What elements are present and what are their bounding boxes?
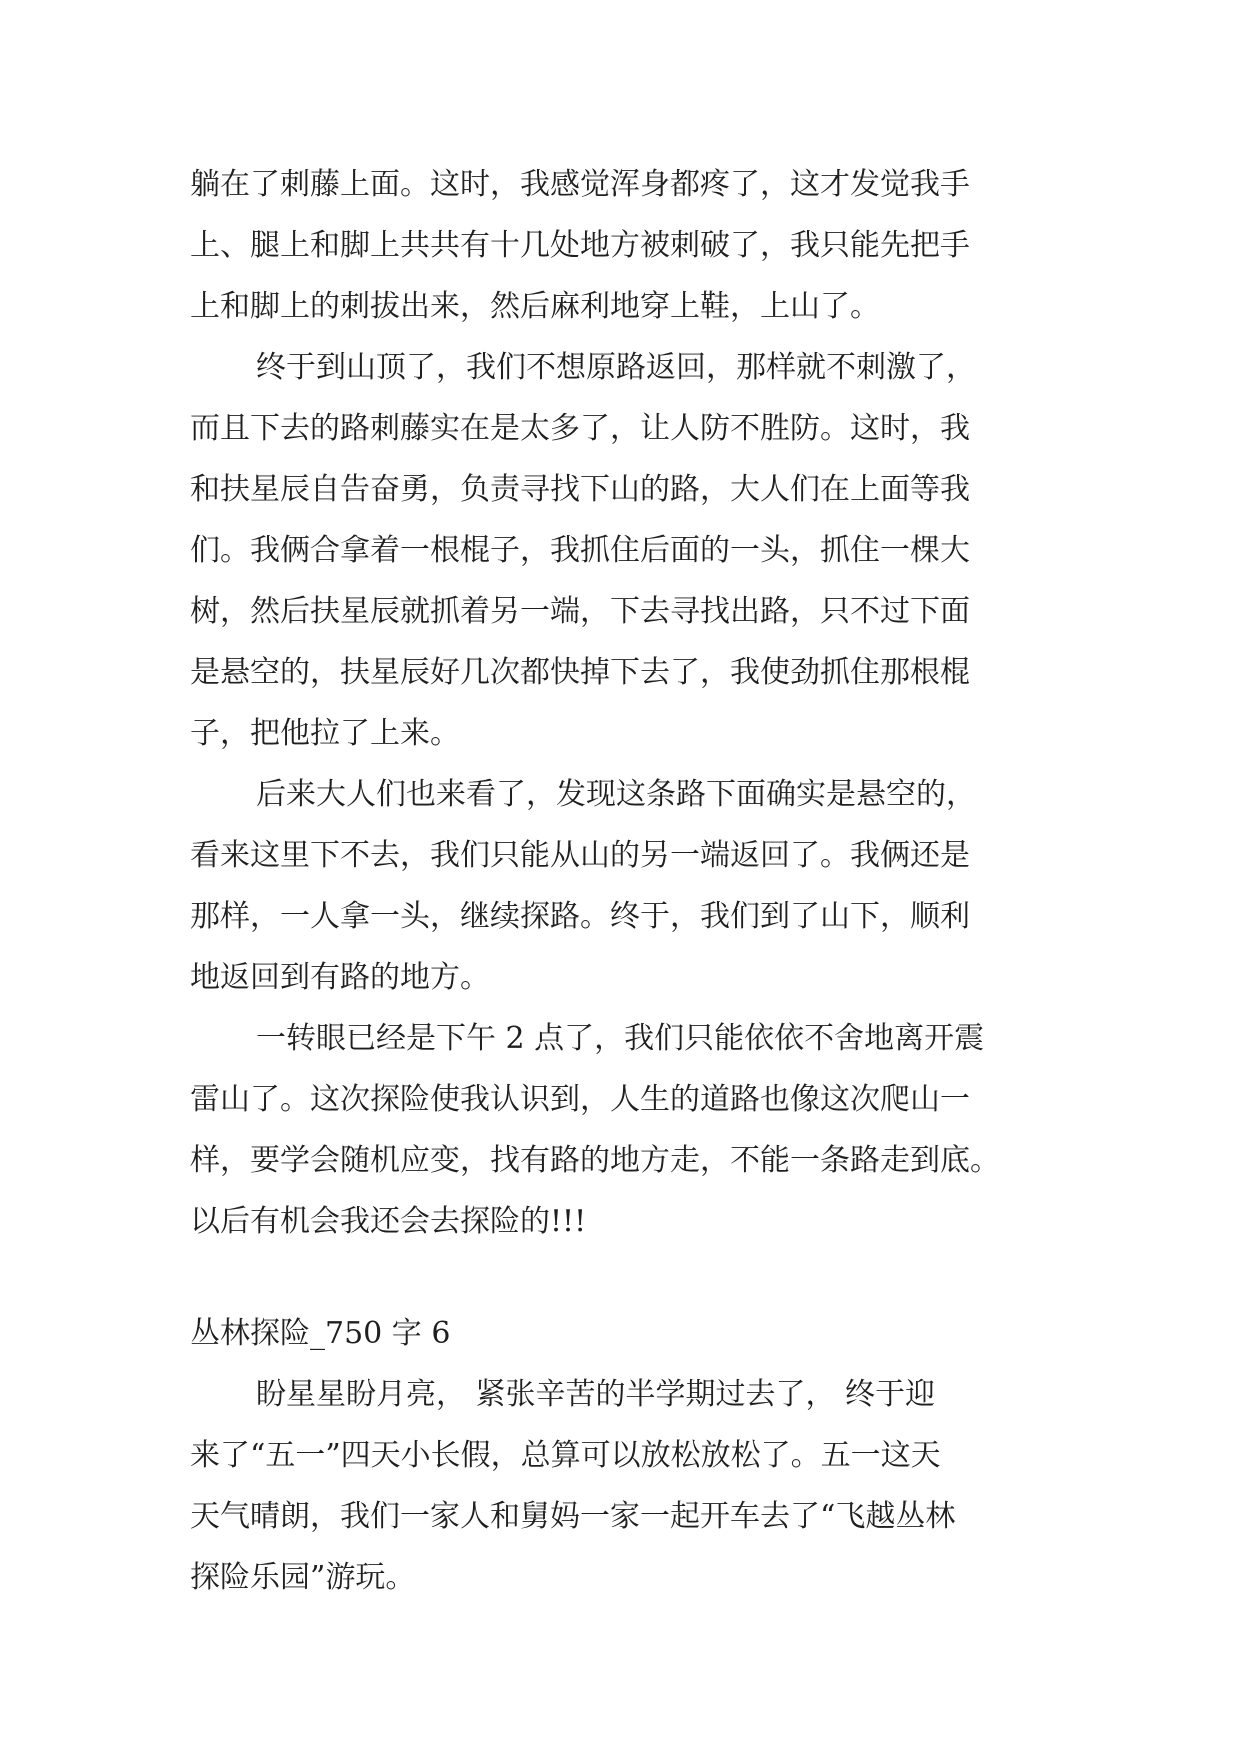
paragraph-4-line-3: 样，要学会随机应变，找有路的地方走，不能一条路走到底。 <box>190 1143 1000 1178</box>
section-paragraph-line-2: 来了“五一”四天小长假，总算可以放松放松了。五一这天 <box>190 1438 941 1473</box>
paragraph-4-line-1: 一转眼已经是下午 2 点了，我们只能依依不舍地离开震 <box>256 1021 985 1056</box>
section-paragraph-line-3: 天气晴朗，我们一家人和舅妈一家一起开车去了“飞越丛林 <box>190 1499 956 1534</box>
paragraph-3-line-2: 看来这里下不去，我们只能从山的另一端返回了。我俩还是 <box>190 838 970 873</box>
paragraph-2-line-1: 终于到山顶了，我们不想原路返回，那样就不刺激了， <box>256 350 976 385</box>
paragraph-3-line-1: 后来大人们也来看了，发现这条路下面确实是悬空的， <box>256 777 976 812</box>
paragraph-1-line-1: 躺在了刺藤上面。这时，我感觉浑身都疼了，这才发觉我手 <box>190 167 970 202</box>
paragraph-1-line-2: 上、腿上和脚上共共有十几处地方被刺破了，我只能先把手 <box>190 228 970 263</box>
paragraph-2-line-5: 树，然后扶星辰就抓着另一端，下去寻找出路，只不过下面 <box>190 594 970 629</box>
paragraph-2-line-7: 子，把他拉了上来。 <box>190 716 460 751</box>
section-heading: 丛林探险_750 字 6 <box>190 1316 451 1351</box>
paragraph-4-line-4: 以后有机会我还会去探险的!!! <box>190 1204 587 1239</box>
paragraph-2-line-6: 是悬空的，扶星辰好几次都快掉下去了，我使劲抓住那根棍 <box>190 655 970 690</box>
paragraph-2-line-4: 们。我俩合拿着一根棍子，我抓住后面的一头，抓住一棵大 <box>190 533 970 568</box>
paragraph-4-line-2: 雷山了。这次探险使我认识到，人生的道路也像这次爬山一 <box>190 1082 970 1117</box>
paragraph-1-line-3: 上和脚上的刺拔出来，然后麻利地穿上鞋，上山了。 <box>190 289 880 324</box>
paragraph-2-line-2: 而且下去的路刺藤实在是太多了，让人防不胜防。这时，我 <box>190 411 970 446</box>
paragraph-3-line-4: 地返回到有路的地方。 <box>190 960 490 995</box>
section-paragraph-line-4: 探险乐园”游玩。 <box>190 1560 416 1595</box>
paragraph-3-line-3: 那样，一人拿一头，继续探路。终于，我们到了山下，顺利 <box>190 899 970 934</box>
section-paragraph-line-1: 盼星星盼月亮， 紧张辛苦的半学期过去了， 终于迎 <box>256 1377 936 1412</box>
paragraph-2-line-3: 和扶星辰自告奋勇，负责寻找下山的路，大人们在上面等我 <box>190 472 970 507</box>
